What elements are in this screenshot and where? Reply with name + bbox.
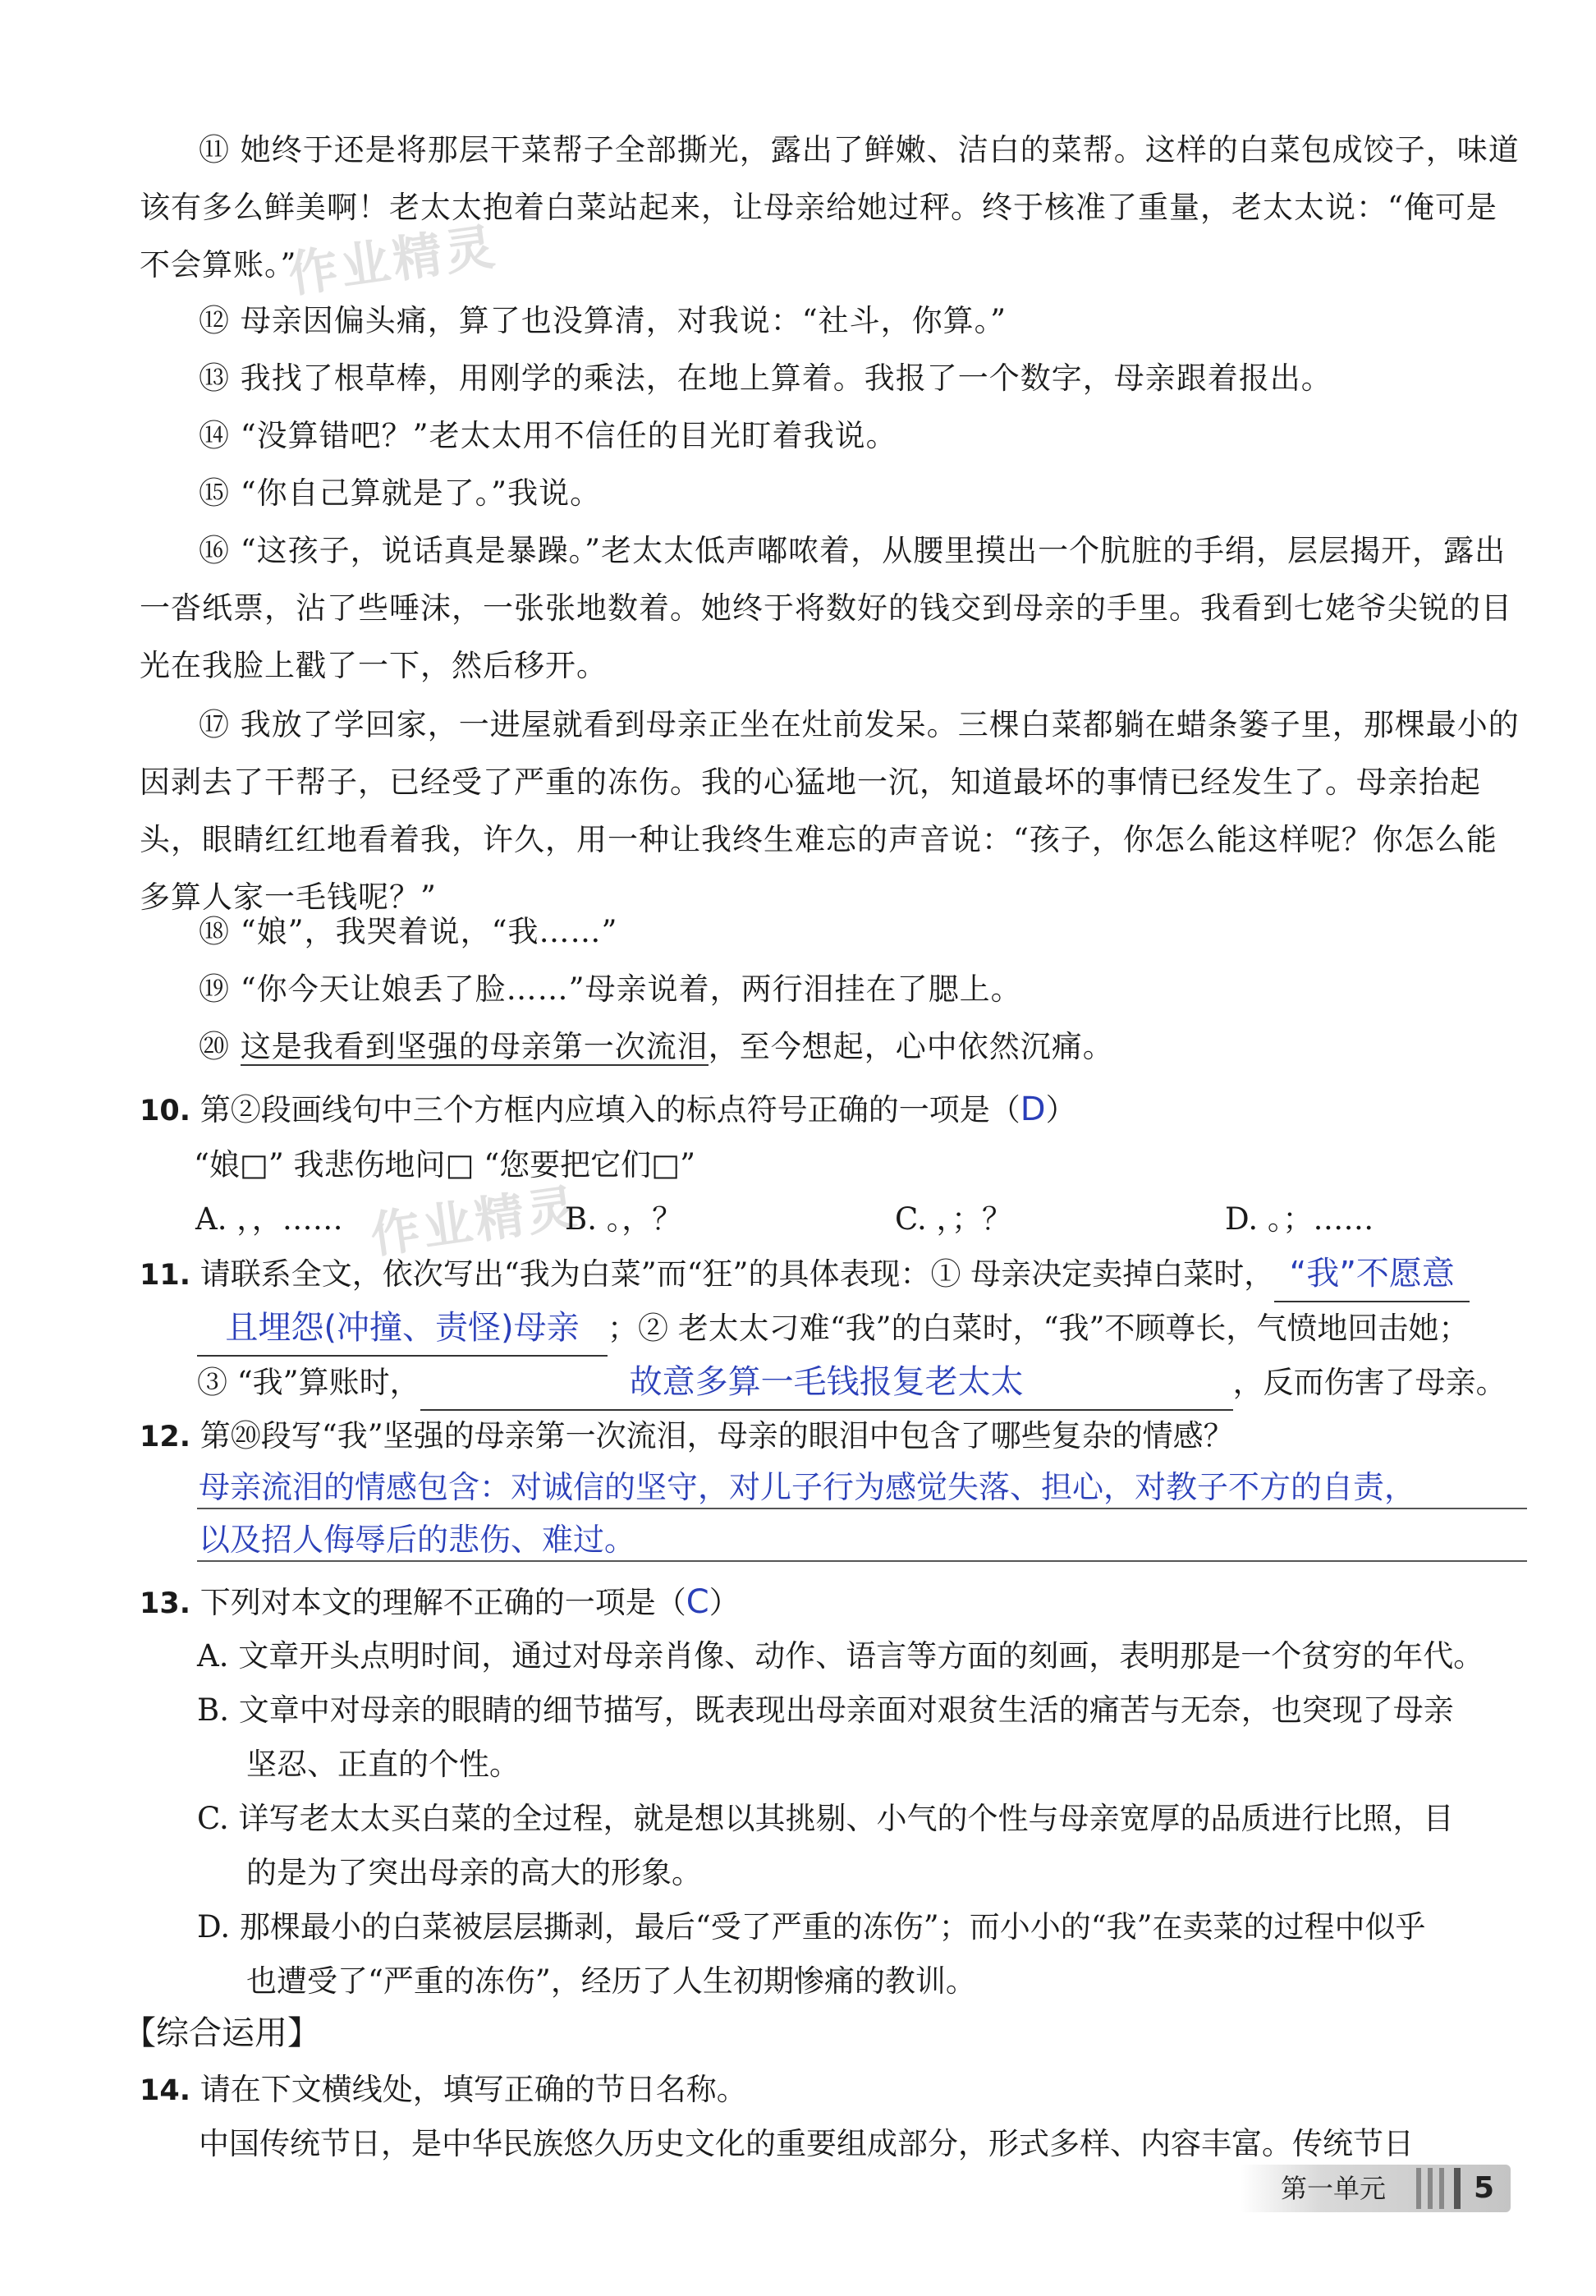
footer-unit-label: 第一单元 [1281, 2173, 1387, 2204]
paragraph-16: ⑯ “这孩子，说话真是暴躁。”老太太低声嘟哝着，从腰里摸出一个肮脏的手绢，层层揭开，露出一沓纸票，沾了些唾沫，一张张地数着。她终于将数好的钱交到母亲的手里。我看到七姥爷尖锐的目光在我脸上戳了一下，然后移开。 [140, 533, 1512, 683]
question-10-option-c: C. ，；？ [895, 1201, 1013, 1237]
section-heading: 【综合运用】 [123, 2014, 320, 2052]
answer-rule-1 [197, 1508, 1527, 1509]
page-number: 5 [1474, 2171, 1495, 2205]
question-10-stem [140, 1082, 1535, 1138]
question-10-close: ） [1045, 1092, 1076, 1127]
question-13-option-c-line-1: C. 详写老太太买白菜的全过程，就是想以其挑剔、小气的个性与母亲宽厚的品质进行比照，目 [197, 1801, 1454, 1836]
paragraph-12: ⑫ 母亲因偏头痛，算了也没算清，对我说：“社斗，你算。” [199, 303, 1007, 338]
paragraph-18: ⑱ “娘”，我哭着说，“我……” [199, 914, 618, 949]
question-12-stem [140, 1409, 1535, 1464]
question-13-option-b-line-1: B. 文章中对母亲的眼睛的细节描写，既表现出母亲面对艰贫生活的痛苦与无奈，也突现了母亲 [197, 1692, 1454, 1728]
question-10-number: 10. [140, 1095, 191, 1127]
question-13-number: 13. [140, 1587, 191, 1620]
question-10-option-a: A. ，，…… [195, 1201, 343, 1237]
question-13-option-d-line-1: D. 那棵最小的白菜被层层撕剥，最后“受了严重的冻伤”；而小小的“我”在卖菜的过程中似乎 [197, 1909, 1426, 1945]
question-10-sentence: “娘□” 我悲伤地问□ “您要把它们□” [194, 1147, 696, 1182]
question-10-text: 第②段画线句中三个方框内应填入的标点符号正确的一项是（ [200, 1092, 1020, 1127]
question-10-option-d: D. 。；…… [1225, 1201, 1374, 1237]
watermark-middle: 作业精灵 [367, 1178, 584, 1265]
question-14-text: 请在下文横线处，填写正确的节日名称。 [200, 2072, 747, 2107]
question-12-answer-line-2: 以及招人侮辱后的悲伤、难过。 [199, 1522, 636, 1558]
question-12-answer-line-1: 母亲流泪的情感包含：对诚信的坚守，对儿子行为感觉失落、担心，对教子不方的自责， [199, 1469, 1416, 1505]
paragraph-20-number: ⑳ [199, 1029, 230, 1064]
paragraph-17: ⑰ 我放了学回家，一进屋就看到母亲正坐在灶前发呆。三棵白菜都躺在蜡条篓子里，那棵最小的因剥去了干帮子，已经受了严重的冻伤。我的心猛地一沉，知道最坏的事情已经发生了。母亲抬起头，眼睛红红地看着我，许久，用一种让我终生难忘的声音说：“孩子，你怎么能这样呢？你怎么能多算人家一毛钱呢？” [140, 707, 1520, 915]
underlined-sentence: 这是我看到坚强的母亲第一次流泪 [240, 1029, 709, 1064]
paragraph-14: ⑭ “没算错吧？”老太太用不信任的目光盯着我说。 [199, 418, 897, 453]
paragraph-13: ⑬ 我找了根草棒，用刚学的乘法，在地上算着。我报了一个数字，母亲跟着报出。 [199, 360, 1332, 396]
question-11-line-2 [197, 1301, 1593, 1357]
question-14-passage: 中国传统节日，是中华民族悠久历史文化的重要组成部分，形式多样、内容丰富。传统节日 [199, 2126, 1414, 2161]
question-11-text-2: ；② 老太太刁难“我”的白菜时，“我”不顾尊长，气愤地回击她； [608, 1311, 1470, 1346]
watermark-top: 作业精灵 [285, 218, 502, 305]
paragraph-20 [140, 1018, 1527, 1076]
question-11-text-3: ③ “我”算账时， [197, 1365, 420, 1400]
question-14-stem [140, 2063, 1535, 2118]
paragraph-11: ⑪ 她终于还是将那层干菜帮子全部撕光，露出了鲜嫩、洁白的菜帮。这样的白菜包成饺子，味道该有多么鲜美啊！老太太抱着白菜站起来，让母亲给她过秤。终于核准了重量，老太太说：“俺可是不会算账。” [140, 132, 1520, 282]
question-13-option-a: A. 文章开头点明时间，通过对母亲肖像、动作、语言等方面的刻画，表明那是一个贫穷的年代。 [197, 1638, 1484, 1674]
question-10-answer: D [1020, 1091, 1046, 1128]
question-11-text-1: 请联系全文，依次写出“我为白菜”而“狂”的具体表现：① 母亲决定卖掉白菜时， [200, 1256, 1275, 1292]
question-13-text: 下列对本文的理解不正确的一项是（ [200, 1585, 686, 1620]
question-11-answer-3: 故意多算一毛钱报复老太太 [420, 1355, 1233, 1411]
question-13-option-d-line-2: 也遭受了“严重的冻伤”，经历了人生初期惨痛的教训。 [246, 1963, 976, 1999]
question-11-line-1 [140, 1247, 1535, 1302]
question-11-number: 11. [140, 1259, 191, 1292]
question-11-text-4: ，反而伤害了母亲。 [1232, 1365, 1507, 1400]
paragraph-15: ⑮ “你自己算就是了。”我说。 [199, 475, 602, 511]
question-13-stem [140, 1575, 1535, 1631]
question-13-option-b-line-2: 坚忍、正直的个性。 [246, 1747, 520, 1782]
question-12-text: 第⑳段写“我”坚强的母亲第一次流泪，母亲的眼泪中包含了哪些复杂的情感？ [200, 1418, 1234, 1453]
question-11-answer-1b: 且埋怨(冲撞、责怪)母亲 [197, 1301, 608, 1357]
question-13-option-c-line-2: 的是为了突出母亲的高大的形象。 [246, 1855, 702, 1890]
question-14-number: 14. [140, 2074, 191, 2107]
answer-rule-2 [197, 1560, 1527, 1562]
question-12-number: 12. [140, 1421, 191, 1453]
question-13-answer: C [686, 1583, 709, 1621]
question-13-close: ） [709, 1585, 740, 1620]
paragraph-19: ⑲ “你今天让娘丢了脸……”母亲说着，两行泪挂在了腮上。 [199, 971, 1022, 1007]
paragraph-20-rest: ，至今想起，心中依然沉痛。 [708, 1029, 1114, 1064]
question-10-option-b: B. 。，？ [565, 1201, 683, 1237]
question-11-answer-1a: “我”不愿意 [1274, 1247, 1470, 1302]
question-11-line-3 [197, 1355, 1593, 1411]
